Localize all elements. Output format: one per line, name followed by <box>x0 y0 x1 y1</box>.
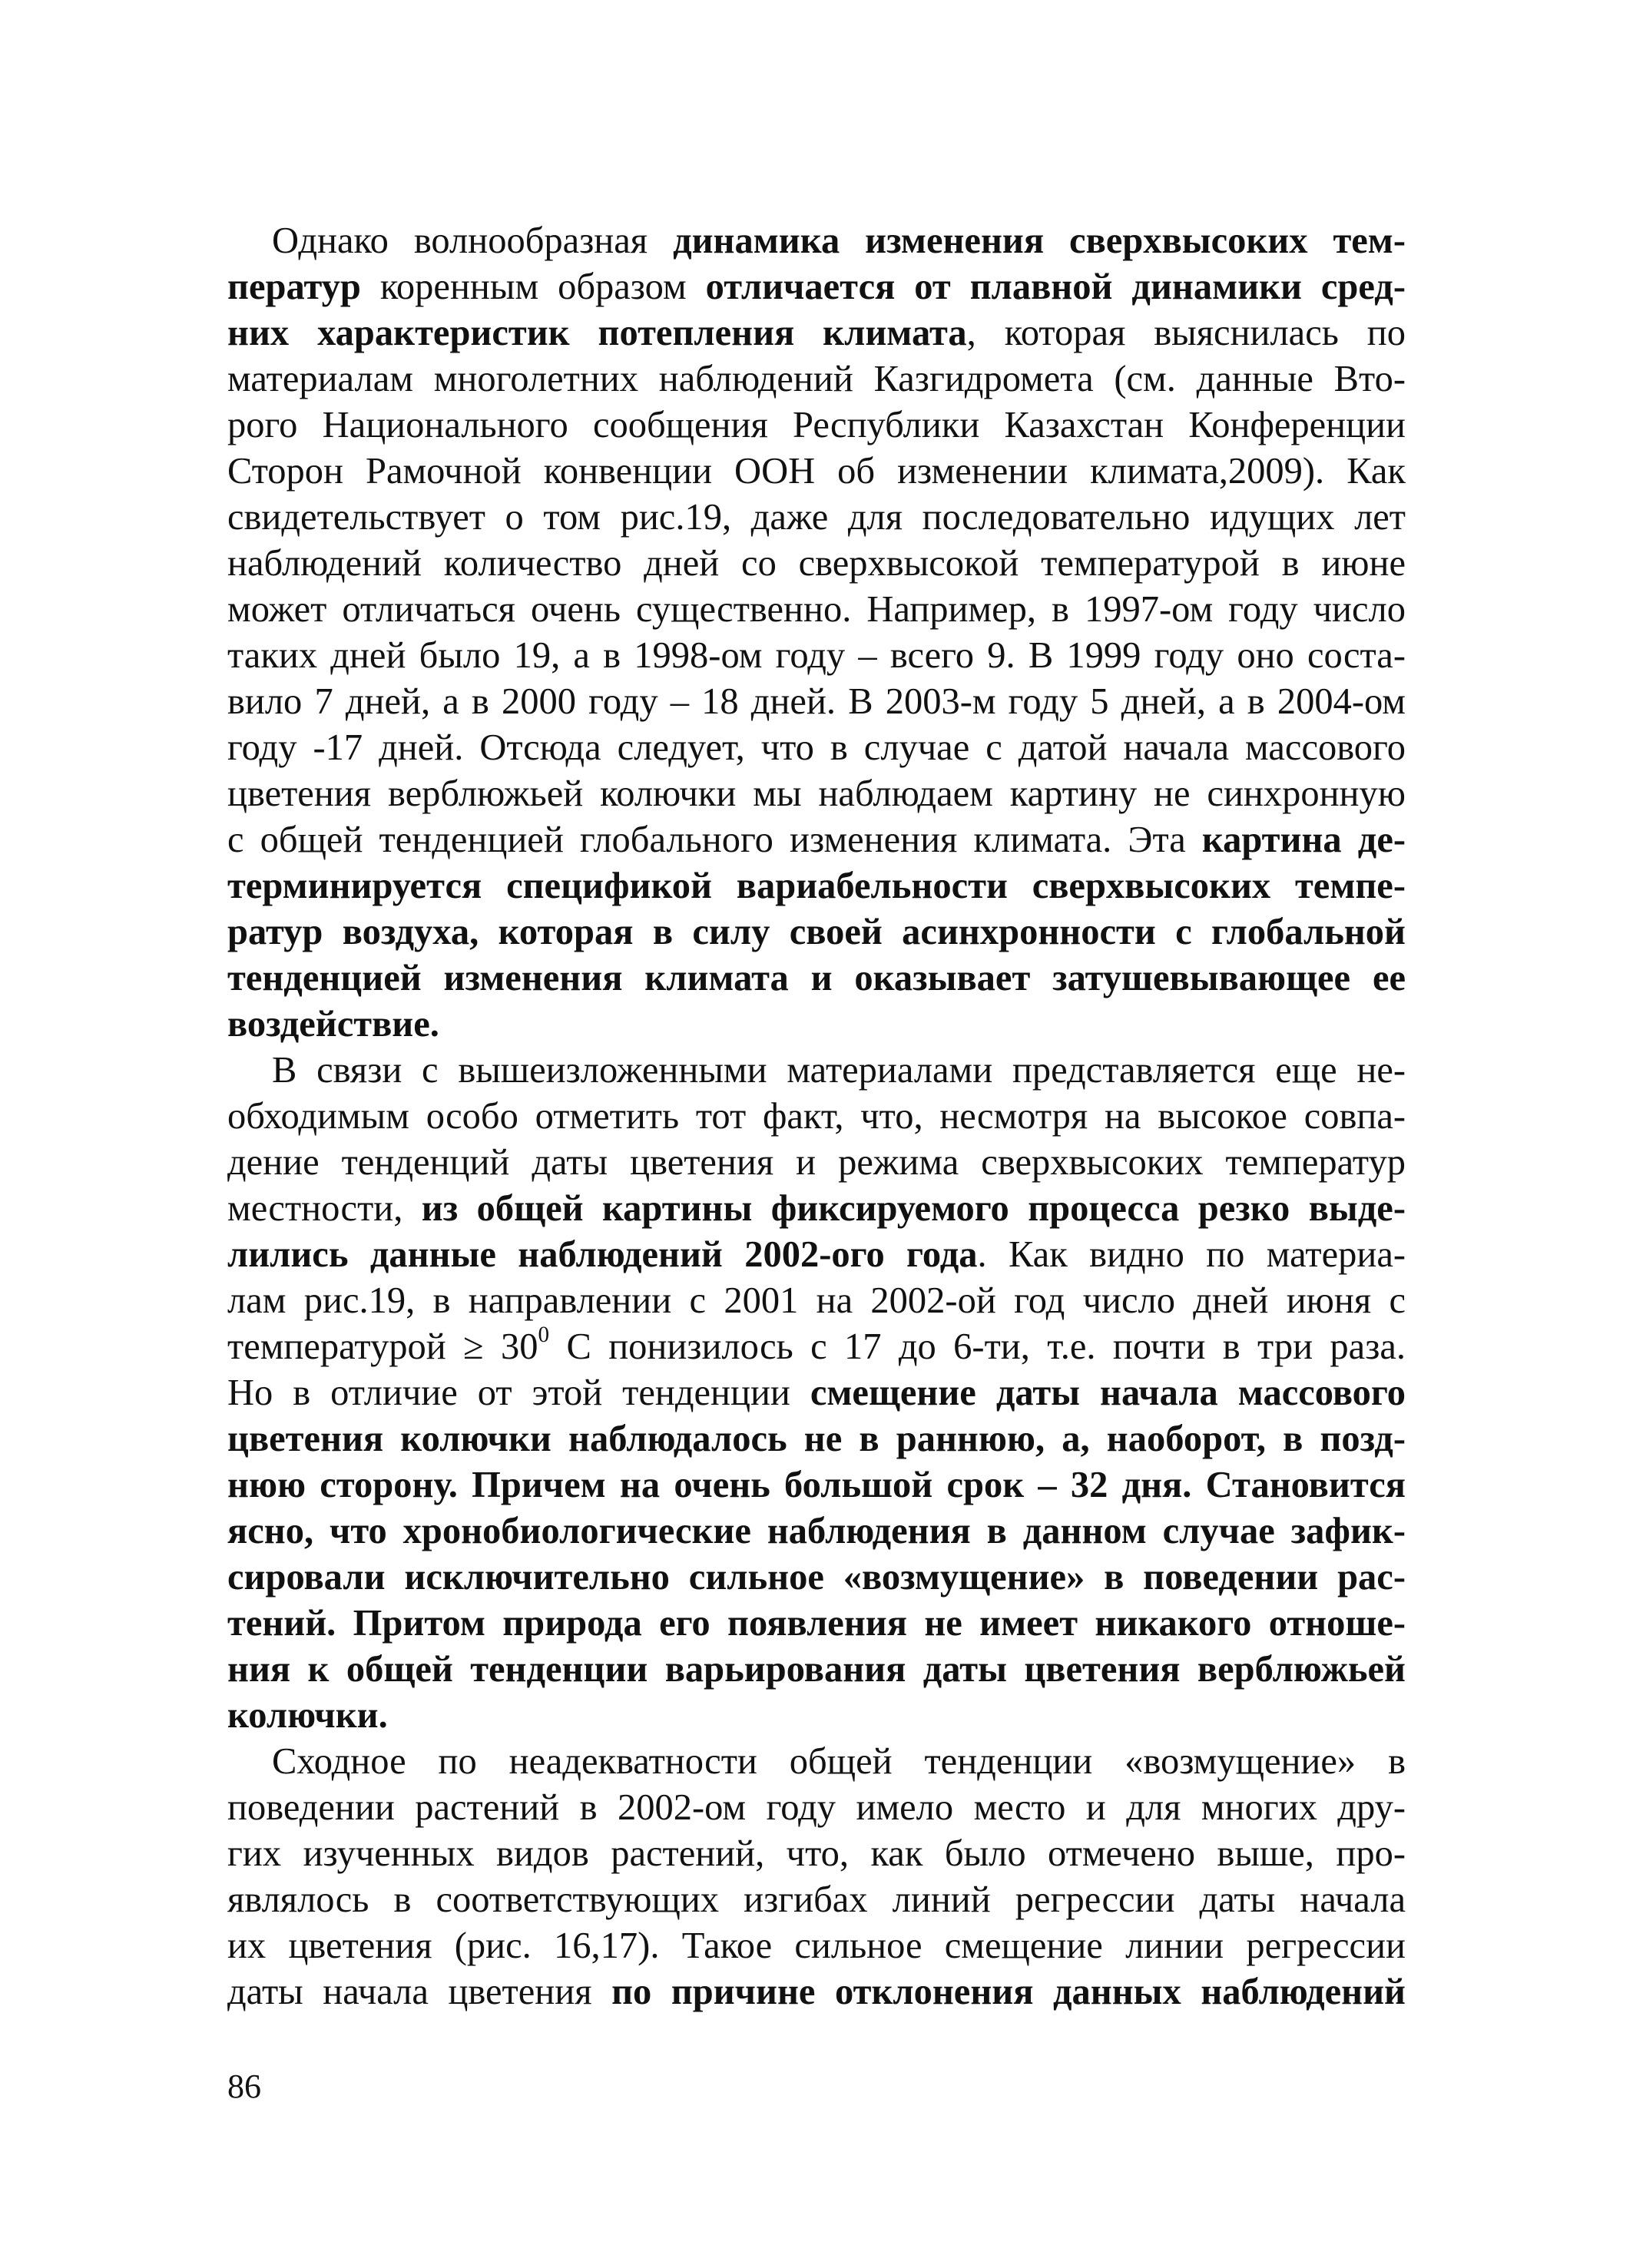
text-line <box>227 587 1406 633</box>
bold-run: ясно, что хронобиологические наблюдения в данном случае зафик- <box>227 1511 1406 1551</box>
text-run: В связи с вышеизложенными материалами представляется еще не- <box>272 1050 1406 1091</box>
text-run: поведении растений в 2002-ом году имело место и для многих дру- <box>227 1787 1406 1828</box>
bold-run: ператур <box>227 267 361 307</box>
text-line <box>227 356 1406 402</box>
text-line <box>227 1693 1406 1739</box>
text-line <box>227 909 1406 955</box>
text-line <box>227 264 1406 310</box>
text-line <box>227 1601 1406 1647</box>
text-line <box>227 1462 1406 1508</box>
bold-run: по причине отклонения данных наблюдений <box>611 1972 1406 2012</box>
bold-run: них характеристик потепления климата <box>227 313 967 353</box>
text-run: лам рис.19, в направлении с 2001 на 2002-ой год число дней июня с <box>227 1280 1406 1321</box>
text-line <box>227 1370 1406 1416</box>
text-run: , которая выяснилась по <box>966 313 1406 353</box>
text-line <box>227 1186 1406 1232</box>
text-line <box>227 1739 1406 1785</box>
text-line <box>227 495 1406 541</box>
text-run: наблюдений количество дней со сверхвысокой температурой в июне <box>227 543 1406 584</box>
bold-run: ратур воздуха, которая в силу своей асинхронности с глобальной <box>227 912 1406 952</box>
text-run: свидетельствует о том рис.19, даже для последовательно идущих лет <box>227 497 1406 538</box>
text-run: рого Национального сообщения Республики Казахстан Конференции <box>227 405 1406 445</box>
text-line <box>227 1416 1406 1462</box>
text-line <box>227 633 1406 679</box>
text-line <box>227 1508 1406 1554</box>
bold-run: тенденцией изменения климата и оказывает затушевывающее ее <box>227 958 1406 998</box>
text-run: обходимым особо отметить тот факт, что, несмотря на высокое совпа- <box>227 1096 1406 1137</box>
text-run: . Как видно по материа- <box>977 1234 1406 1275</box>
text-run: Однако волнообразная <box>272 220 674 261</box>
bold-run: картина де- <box>1201 819 1406 860</box>
text-line <box>227 771 1406 817</box>
bold-run: воздействие. <box>227 1004 439 1045</box>
text-line <box>227 955 1406 1002</box>
text-run: коренным образом <box>360 267 706 307</box>
text-run: даты начала цветения <box>227 1972 612 2012</box>
bold-run: нюю сторону. Причем на очень большой срок – 32 дня. Становится <box>227 1465 1406 1505</box>
text-line <box>227 310 1406 356</box>
bold-run: колючки. <box>227 1695 388 1736</box>
text-line <box>227 1002 1406 1048</box>
bold-run: терминируется спецификой вариабельности сверхвысоких темпе- <box>227 866 1406 906</box>
text-run: Но в отличие от этой тенденции <box>227 1372 810 1413</box>
bold-run: из общей картины фиксируемого процесса резко выде- <box>421 1188 1406 1229</box>
text-line <box>227 1048 1406 1094</box>
bold-run: тений. Притом природа его появления не имеет никакого отноше- <box>227 1603 1406 1644</box>
bold-run: ния к общей тенденции варьирования даты цветения верблюжьей <box>227 1649 1406 1690</box>
text-line <box>227 1647 1406 1693</box>
text-line <box>227 679 1406 725</box>
text-line <box>227 725 1406 771</box>
text-run: Сторон Рамочной конвенции ООН об изменении климата,2009). Как <box>227 451 1406 492</box>
text-line <box>227 449 1406 495</box>
text-line <box>227 1094 1406 1140</box>
text-line <box>227 1923 1406 1969</box>
text-line <box>227 402 1406 449</box>
text-run: местности, <box>227 1188 422 1229</box>
bold-run: отличается от плавной динамики сред- <box>705 267 1406 307</box>
superscript: 0 <box>538 1323 550 1348</box>
text-line <box>227 863 1406 909</box>
text-line <box>227 1969 1406 2015</box>
text-run: их цветения (рис. 16,17). Такое сильное смещение линии регрессии <box>227 1925 1406 1966</box>
bold-run: смещение даты начала массового <box>810 1372 1406 1413</box>
text-run: Сходное по неадекватности общей тенденции «возмущение» в <box>272 1741 1406 1782</box>
page-number: 86 <box>227 2068 261 2105</box>
text-run: с общей тенденцией глобального изменения климата. Эта <box>227 819 1202 860</box>
text-run: может отличаться очень существенно. Например, в 1997-ом году число <box>227 589 1406 630</box>
text-run: таких дней было 19, а в 1998-ом году – всего 9. В 1999 году оно соста- <box>227 635 1406 676</box>
bold-run: сировали исключительно сильное «возмущение» в поведении рас- <box>227 1557 1406 1598</box>
text-line <box>227 1278 1406 1324</box>
text-run: году -17 дней. Отсюда следует, что в случае с датой начала массового <box>227 727 1406 768</box>
text-line <box>227 1324 1406 1370</box>
text-line <box>227 541 1406 587</box>
text-run: материалам многолетних наблюдений Казгидромета (см. данные Вто- <box>227 359 1406 399</box>
text-run: цветения верблюжьей колючки мы наблюдаем картину не синхронную <box>227 773 1406 814</box>
bold-run: динамика изменения сверхвысоких тем- <box>673 220 1406 261</box>
text-line <box>227 1877 1406 1923</box>
text-run: вило 7 дней, а в 2000 году – 18 дней. В 2003-м году 5 дней, а в 2004-ом <box>227 681 1406 722</box>
text-line <box>227 218 1406 264</box>
text-run: C понизилось с 17 до 6-ти, т.е. почти в три раза. <box>549 1326 1406 1367</box>
bold-run: цветения колючки наблюдалось не в раннюю, а, наоборот, в позд- <box>227 1419 1406 1459</box>
text-line <box>227 1831 1406 1877</box>
text-line <box>227 1140 1406 1186</box>
text-line <box>227 1785 1406 1831</box>
bold-run: лились данные наблюдений 2002-ого года <box>227 1234 978 1275</box>
text-run: гих изученных видов растений, что, как было отмечено выше, про- <box>227 1833 1406 1874</box>
text-run: являлось в соответствующих изгибах линий регрессии даты начала <box>227 1879 1406 1920</box>
text-run: дение тенденций даты цветения и режима сверхвысоких температур <box>227 1142 1406 1183</box>
text-line <box>227 1232 1406 1278</box>
text-line <box>227 817 1406 863</box>
text-run: температурой ≥ 30 <box>227 1326 538 1367</box>
text-line <box>227 1554 1406 1601</box>
body-text <box>227 218 1406 2015</box>
